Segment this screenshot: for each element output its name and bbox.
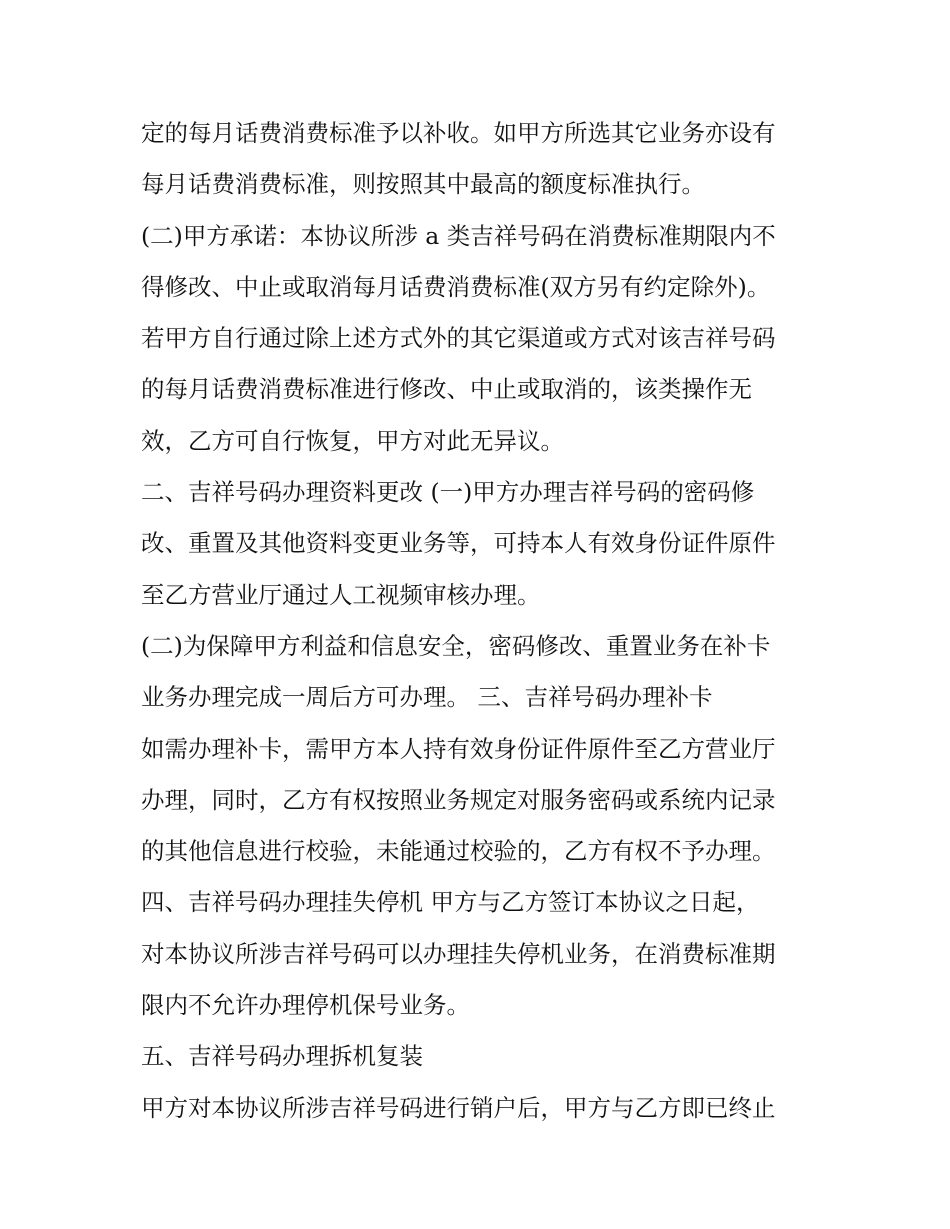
text-line: 改、重置及其他资料变更业务等，可持本人有效身份证件原件 [141, 529, 776, 558]
text-line: 如需办理补卡，需甲方本人持有效身份证件原件至乙方营业厅 [141, 734, 776, 763]
section-heading-line: 四、吉祥号码办理挂失停机 甲方与乙方签订本协议之日起， [141, 888, 760, 917]
text-line: 业务办理完成一周后方可办理。 三、吉祥号码办理补卡 [141, 683, 713, 712]
text-line: 限内不允许办理停机保号业务。 [141, 991, 470, 1020]
text-line: 效，乙方可自行恢复，甲方对此无异议。 [141, 426, 564, 455]
text-line: (二)甲方承诺：本协议所涉 a 类吉祥号码在消费标准期限内不 [141, 221, 776, 250]
text-line: 甲方对本协议所涉吉祥号码进行销户后，甲方与乙方即已终止 [141, 1093, 776, 1122]
text-line: 每月话费消费标准，则按照其中最高的额度标准执行。 [141, 170, 705, 199]
text-line: 至乙方营业厅通过人工视频审核办理。 [141, 580, 541, 609]
text-line: 办理，同时，乙方有权按照业务规定对服务密码或系统内记录 [141, 785, 776, 814]
text-line: 得修改、中止或取消每月话费消费标准(双方另有约定除外)。 [141, 272, 771, 301]
document-body [141, 108, 831, 1134]
section-heading-line: 五、吉祥号码办理拆机复装 [141, 1042, 423, 1071]
text-line: 的其他信息进行校验，未能通过校验的，乙方有权不予办理。 [141, 837, 776, 866]
section-heading-line: 二、吉祥号码办理资料更改 (一)甲方办理吉祥号码的密码修 [141, 478, 755, 507]
text-line: 定的每月话费消费标准予以补收。如甲方所选其它业务亦设有 [141, 119, 776, 147]
text-line: (二)为保障甲方利益和信息安全，密码修改、重置业务在补卡 [141, 631, 771, 660]
text-line: 若甲方自行通过除上述方式外的其它渠道或方式对该吉祥号码 [141, 324, 776, 353]
text-line: 的每月话费消费标准进行修改、中止或取消的，该类操作无 [141, 375, 752, 404]
text-line: 对本协议所涉吉祥号码可以办理挂失停机业务，在消费标准期 [141, 939, 776, 968]
